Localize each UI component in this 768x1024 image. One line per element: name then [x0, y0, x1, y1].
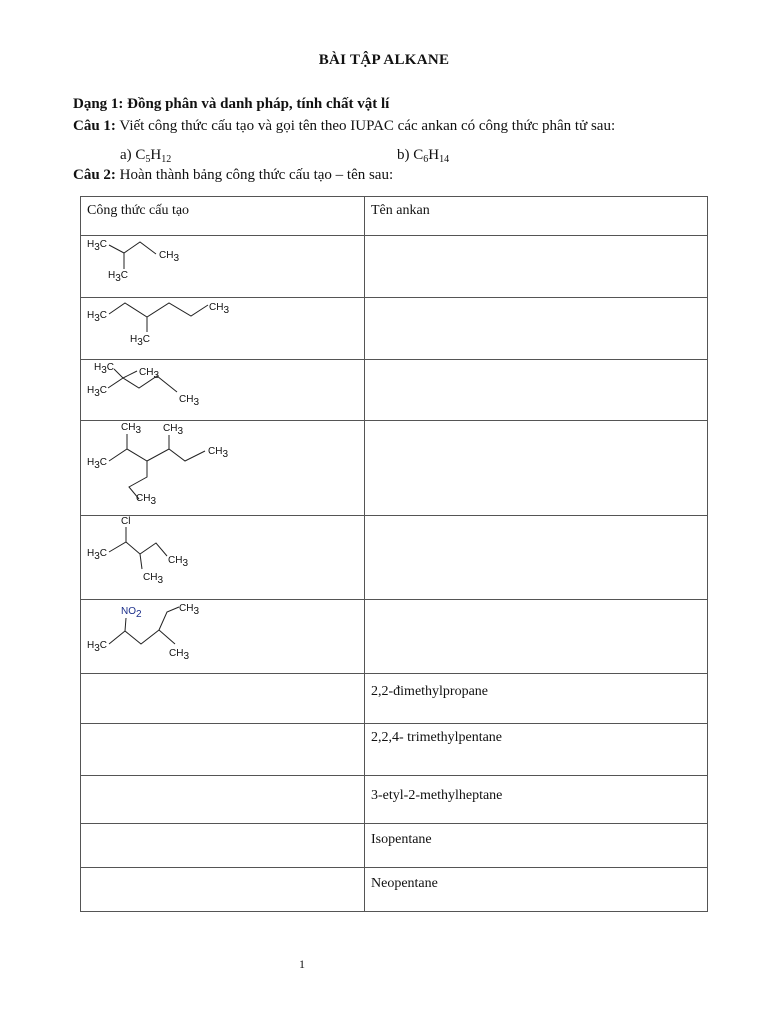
structure-cell	[81, 421, 365, 516]
structure-2-2-dimethylpentane	[81, 360, 364, 420]
svg-text:H3C: H3C	[130, 334, 151, 348]
svg-text:H3C: H3C	[108, 270, 129, 284]
svg-text:H3C: H3C	[87, 640, 108, 654]
section-heading: Dạng 1: Đồng phân và danh pháp, tính chất vật lí	[73, 96, 390, 112]
structure-cell[interactable]	[81, 674, 365, 724]
svg-text:H3C: H3C	[87, 239, 108, 253]
svg-text:Cl: Cl	[121, 516, 131, 527]
svg-text:CH3: CH3	[169, 648, 190, 662]
table-row	[81, 600, 708, 674]
svg-text:CH3: CH3	[209, 302, 230, 316]
svg-text:H3C: H3C	[87, 548, 108, 562]
svg-text:CH3: CH3	[121, 422, 142, 436]
svg-text:CH3: CH3	[179, 603, 200, 617]
svg-text:CH3: CH3	[139, 367, 160, 381]
structure-cell[interactable]	[81, 868, 365, 912]
structure-cell	[81, 298, 365, 360]
question-1-text: Viết công thức cấu tạo và gọi tên theo IUPAC các ankan có công thức phân tử sau:	[115, 118, 616, 134]
table-row	[81, 516, 708, 600]
svg-text:CH3: CH3	[136, 493, 157, 507]
structure-3-methylhexane	[81, 298, 364, 358]
table-row	[81, 674, 708, 724]
svg-text:CH3: CH3	[143, 572, 164, 586]
svg-text:H3C: H3C	[87, 457, 108, 471]
structure-cell[interactable]	[81, 776, 365, 824]
svg-text:NO2: NO2	[121, 606, 142, 620]
table-row	[81, 298, 708, 360]
question-2-text: Hoàn thành bảng công thức cấu tạo – tên sau:	[115, 167, 394, 183]
name-cell[interactable]	[365, 298, 708, 360]
table-row	[81, 360, 708, 421]
svg-text:H3C: H3C	[87, 385, 108, 399]
name-cell: 2,2-đimethylpropane	[365, 674, 708, 724]
name-cell: 2,2,4- trimethylpentane	[365, 724, 708, 776]
name-cell: 3-etyl-2-methylheptane	[365, 776, 708, 824]
svg-text:CH3: CH3	[163, 423, 184, 437]
svg-text:H3C: H3C	[94, 362, 115, 376]
structure-2-chloro-3-methylpentane	[81, 516, 364, 598]
structure-name-table	[80, 196, 708, 912]
option-a: a) $C_5H_{12}$	[120, 147, 172, 165]
question-1-label: Câu 1:	[73, 118, 116, 134]
table-row	[81, 724, 708, 776]
name-cell[interactable]	[365, 516, 708, 600]
name-cell[interactable]	[365, 600, 708, 674]
question-2	[73, 167, 393, 184]
question-1	[73, 118, 615, 135]
header-structure: Công thức cấu tạo	[81, 197, 365, 236]
svg-text:CH3: CH3	[168, 555, 189, 569]
structure-2-nitro-4-methylhexane	[81, 600, 364, 672]
page-title: BÀI TẬP ALKANE	[318, 52, 450, 68]
option-b: b) $C_6H_{14}$	[397, 147, 450, 165]
page-number: 1	[299, 957, 305, 971]
table-row	[81, 236, 708, 298]
structure-cell	[81, 600, 365, 674]
svg-text:CH3: CH3	[159, 250, 180, 264]
structure-cell[interactable]	[81, 724, 365, 776]
svg-text:CH3: CH3	[179, 394, 200, 408]
structure-cell	[81, 360, 365, 421]
structure-3-ethyl-2-4-dimethylhexane	[81, 421, 364, 514]
structure-cell	[81, 516, 365, 600]
svg-text:CH3: CH3	[208, 446, 229, 460]
name-cell[interactable]	[365, 421, 708, 516]
table-row	[81, 421, 708, 516]
name-cell: Neopentane	[365, 868, 708, 912]
table-header-row	[81, 197, 708, 236]
structure-cell[interactable]	[81, 824, 365, 868]
table-row	[81, 868, 708, 912]
name-cell[interactable]	[365, 360, 708, 421]
structure-2-methylbutane	[81, 236, 364, 296]
name-cell[interactable]	[365, 236, 708, 298]
question-2-label: Câu 2:	[73, 167, 116, 183]
svg-text:H3C: H3C	[87, 310, 108, 324]
name-cell: Isopentane	[365, 824, 708, 868]
structure-cell	[81, 236, 365, 298]
header-name: Tên ankan	[365, 197, 708, 236]
table-row	[81, 824, 708, 868]
table-row	[81, 776, 708, 824]
